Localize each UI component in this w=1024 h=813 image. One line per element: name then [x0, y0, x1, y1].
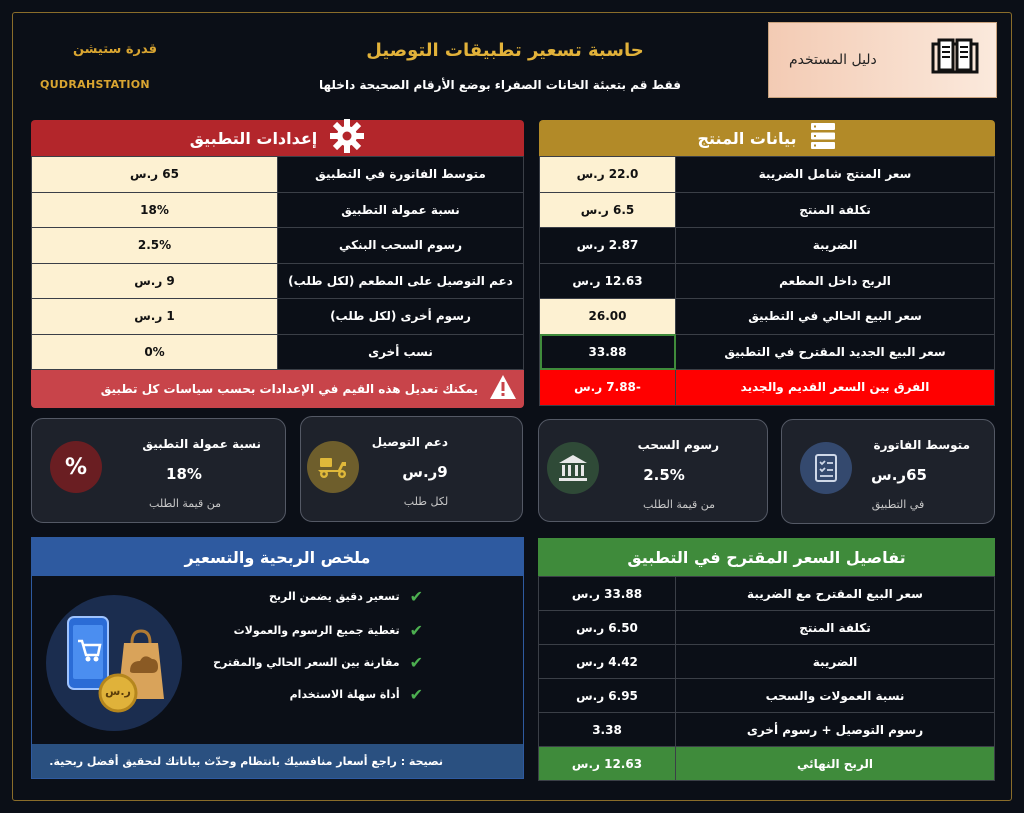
table-row: [32, 334, 524, 370]
setting-label: نسب أخرى: [278, 334, 524, 370]
user-guide-button[interactable]: [768, 22, 997, 98]
settings-note-bar: [31, 370, 524, 408]
price-details-table: [538, 576, 995, 781]
phone-bag-icon: [46, 595, 182, 731]
detail-value: 33.88 ر.س: [539, 577, 676, 611]
brand-name-arabic: قدرة ستيشن: [72, 42, 158, 57]
card-subtitle: من قيمة الطلب: [643, 498, 715, 511]
final-profit-label: الربح النهائي: [676, 747, 995, 781]
table-row: [32, 157, 524, 193]
tip-bar: [32, 744, 523, 778]
setting-value-input[interactable]: 9 ر.س: [32, 263, 278, 299]
table-row: [539, 747, 995, 781]
app-settings-panel: [31, 120, 524, 408]
product-data-table: [539, 156, 995, 406]
detail-label: سعر البيع المقترح مع الضريبة: [676, 577, 995, 611]
setting-label: رسوم السحب البنكي: [278, 228, 524, 264]
table-row: [540, 263, 995, 299]
setting-label: دعم التوصيل على المطعم (لكل طلب): [278, 263, 524, 299]
checkmark-icon: ✔: [409, 653, 423, 672]
product-cost-input[interactable]: 6.5 ر.س: [540, 192, 676, 228]
checkmark-icon: ✔: [409, 621, 423, 640]
product-label: الضريبة: [676, 228, 995, 264]
checkmark-icon: ✔: [409, 587, 423, 606]
brand-name-english: QUDRAHSTATION: [40, 78, 150, 91]
detail-label: الضريبة: [676, 645, 995, 679]
tip-text: نصيحة : راجع أسعار منافسيك بانتظام وحدّث بياناتك لتحقيق أفضل ربحية.: [49, 754, 443, 768]
setting-value-input[interactable]: 0%: [32, 334, 278, 370]
table-row: [540, 299, 995, 335]
summary-title: ملخص الربحية والتسعير: [184, 547, 371, 567]
gear-icon: [329, 118, 365, 158]
feature-text: تسعير دقيق يضمن الربح: [268, 590, 400, 603]
product-label: سعر البيع الحالي في التطبيق: [676, 299, 995, 335]
product-price-input[interactable]: 22.0 ر.س: [540, 157, 676, 193]
card-title: رسوم السحب: [637, 438, 719, 452]
table-row: [32, 192, 524, 228]
scooter-icon: [307, 441, 359, 493]
current-app-price-input[interactable]: 26.00: [540, 299, 676, 335]
table-row: [540, 228, 995, 264]
page-subtitle: فقط قم بتعبئة الخانات الصفراء بوضع الأرقام الصحيحة داخلها: [318, 78, 682, 92]
percent-icon: %: [50, 441, 102, 493]
table-row: [32, 263, 524, 299]
setting-label: نسبة عمولة التطبيق: [278, 192, 524, 228]
product-data-header: [539, 120, 995, 156]
product-label: سعر البيع الجديد المقترح في التطبيق: [676, 334, 995, 370]
stat-card-invoice: [781, 419, 995, 524]
table-row: [539, 611, 995, 645]
stat-card-delivery: [300, 416, 523, 522]
list-item: [234, 621, 423, 640]
card-subtitle: في التطبيق: [871, 498, 925, 511]
setting-label: رسوم أخرى (لكل طلب): [278, 299, 524, 335]
detail-label: تكلفة المنتج: [676, 611, 995, 645]
feature-text: تغطية جميع الرسوم والعمولات: [233, 624, 400, 637]
summary-header: [32, 538, 523, 576]
summary-panel: [31, 537, 524, 779]
setting-value-input[interactable]: 65 ر.س: [32, 157, 278, 193]
feature-text: أداة سهلة الاستخدام: [289, 688, 400, 701]
card-subtitle: من قيمة الطلب: [149, 497, 221, 510]
price-details-header: [538, 538, 995, 576]
setting-value-input[interactable]: 1 ر.س: [32, 299, 278, 335]
warning-icon: [488, 373, 518, 405]
product-label: سعر المنتج شامل الضريبة: [676, 157, 995, 193]
list-item: [213, 653, 423, 672]
app-settings-title: إعدادات التطبيق: [189, 128, 318, 148]
app-settings-table: [31, 156, 524, 370]
feature-text: مقارنة بين السعر الحالي والمقترح: [213, 656, 400, 669]
checkmark-icon: ✔: [409, 685, 423, 704]
setting-label: متوسط الفاتورة في التطبيق: [278, 157, 524, 193]
detail-label: نسبة العمولات والسحب: [676, 679, 995, 713]
setting-value-input[interactable]: 18%: [32, 192, 278, 228]
stat-card-withdrawal: [538, 419, 768, 522]
table-row: [539, 713, 995, 747]
list-item: [269, 587, 423, 606]
settings-note: يمكنك تعديل هذه القيم في الإعدادات بحسب سياسات كل تطبيق: [100, 382, 478, 396]
product-label: الربح داخل المطعم: [676, 263, 995, 299]
product-data-title: بيانات المنتج: [697, 128, 797, 148]
card-value: 2.5%: [643, 466, 685, 484]
table-row: [539, 679, 995, 713]
tax-value: 2.87 ر.س: [540, 228, 676, 264]
price-details-panel: [538, 538, 995, 781]
table-row: [32, 299, 524, 335]
page-title: حاسبة تسعير تطبيقات التوصيل: [366, 40, 644, 61]
setting-value-input[interactable]: 2.5%: [32, 228, 278, 264]
price-difference-value: -7.88 ر.س: [540, 370, 676, 406]
product-data-panel: [539, 120, 995, 406]
detail-value: 6.50 ر.س: [539, 611, 676, 645]
user-guide-label: دليل المستخدم: [789, 52, 877, 68]
restaurant-profit-value: 12.63 ر.س: [540, 263, 676, 299]
table-row: [539, 577, 995, 611]
coin-label: ر.س: [105, 685, 131, 698]
card-value: 65ر.س: [871, 466, 927, 484]
delivery-illustration: [46, 595, 182, 731]
card-subtitle: لكل طلب: [403, 495, 449, 508]
price-difference-label: الفرق بين السعر القديم والجديد: [676, 370, 995, 406]
card-value: 9ر.س: [402, 463, 448, 481]
card-title: دعم التوصيل: [371, 435, 448, 449]
suggested-price-value[interactable]: 33.88: [540, 334, 676, 370]
app-settings-header: [31, 120, 524, 156]
invoice-icon: [800, 442, 852, 494]
detail-value: 6.95 ر.س: [539, 679, 676, 713]
table-row: [539, 645, 995, 679]
detail-value: 3.38: [539, 713, 676, 747]
table-row: [540, 370, 995, 406]
product-label: تكلفة المنتج: [676, 192, 995, 228]
table-row: [540, 192, 995, 228]
book-icon: [930, 38, 980, 82]
list-item: [290, 685, 423, 704]
table-row: [540, 157, 995, 193]
server-icon: [809, 121, 837, 155]
table-row: [540, 334, 995, 370]
card-value: 18%: [166, 465, 202, 483]
table-row: [32, 228, 524, 264]
final-profit-value: 12.63 ر.س: [539, 747, 676, 781]
detail-value: 4.42 ر.س: [539, 645, 676, 679]
bank-icon: [547, 442, 599, 494]
stat-card-commission: [31, 418, 286, 523]
price-details-title: تفاصيل السعر المقترح في التطبيق: [627, 547, 906, 567]
card-title: نسبة عمولة التطبيق: [142, 437, 261, 451]
detail-label: رسوم التوصيل + رسوم أخرى: [676, 713, 995, 747]
card-title: متوسط الفاتورة: [873, 438, 970, 452]
